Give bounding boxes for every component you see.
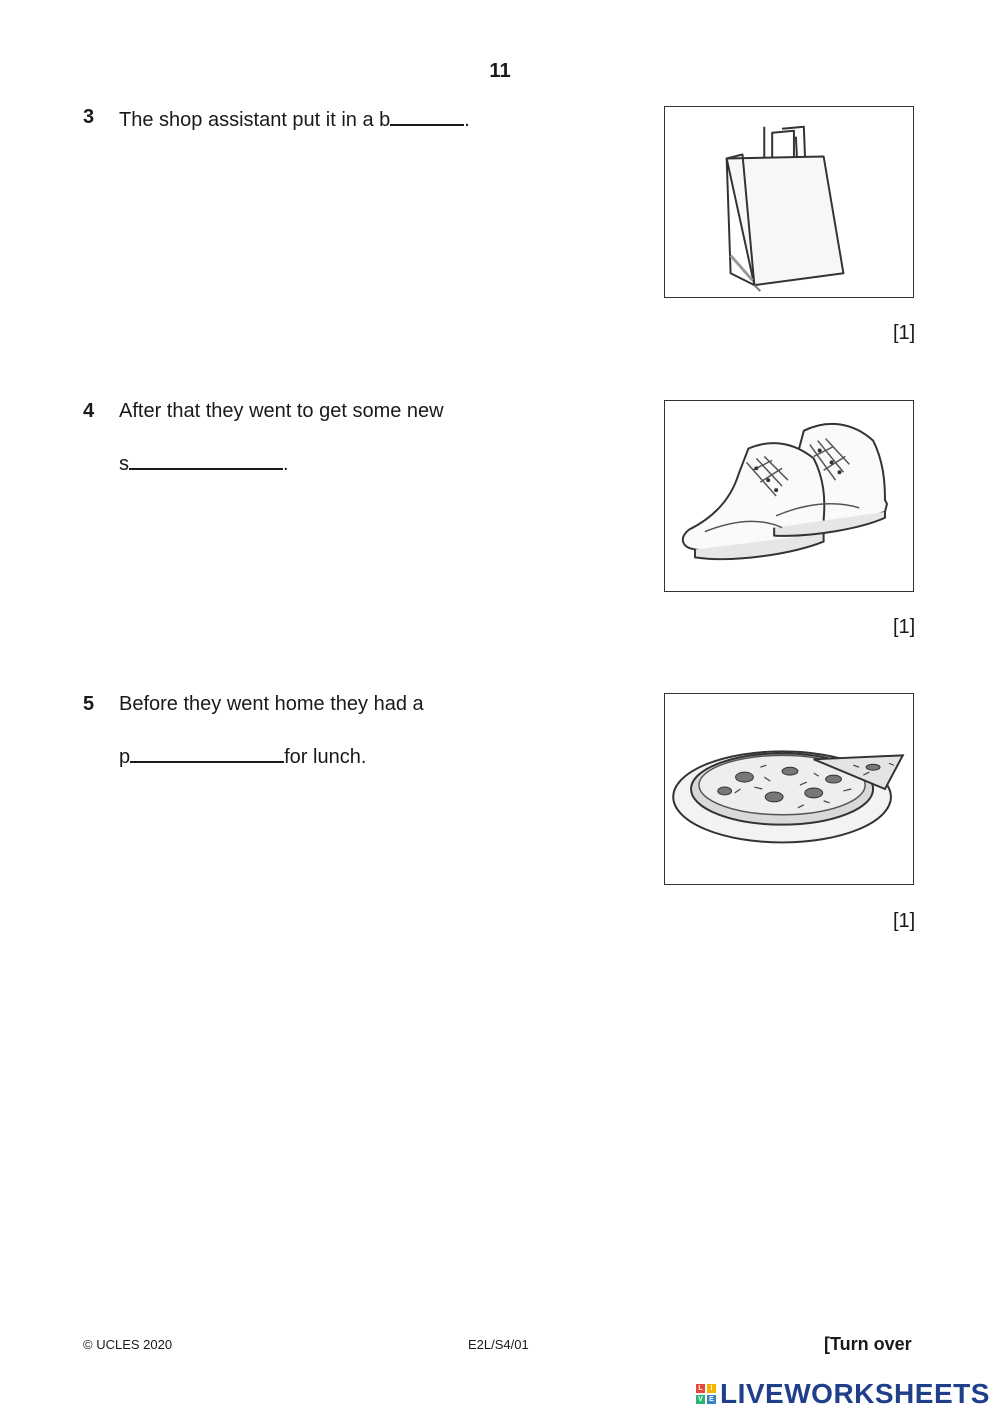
shopping-bag-icon xyxy=(665,107,913,297)
logo-letter-e: E xyxy=(707,1395,716,1404)
question-4-mark: [1] xyxy=(893,616,916,638)
question-4-number: 4 xyxy=(83,400,95,422)
liveworksheets-text: LIVEWORKSHEETS xyxy=(720,1378,990,1409)
question-4-end: . xyxy=(283,453,289,475)
liveworksheets-logo-icon xyxy=(696,1384,716,1404)
pizza-icon xyxy=(665,694,913,884)
question-5-line2 xyxy=(119,743,366,769)
question-5-end: for lunch. xyxy=(284,746,367,768)
shoes-image xyxy=(664,400,914,592)
question-3-text xyxy=(119,106,470,132)
question-4-line1: After that they went to get some new xyxy=(119,400,444,422)
page-number: 11 xyxy=(489,60,511,82)
question-5-number: 5 xyxy=(83,693,95,715)
logo-letter-l: L xyxy=(696,1384,705,1393)
question-3-mark: [1] xyxy=(893,322,916,344)
question-4-line2 xyxy=(119,450,289,476)
shoes-icon xyxy=(665,401,913,591)
question-5-mark: [1] xyxy=(893,910,916,932)
footer-code: E2L/S4/01 xyxy=(468,1337,529,1352)
question-5-letter: p xyxy=(119,746,131,768)
answer-blank-pizza[interactable] xyxy=(130,743,284,763)
logo-letter-v: V xyxy=(696,1395,705,1404)
footer-copyright: © UCLES 2020 xyxy=(83,1337,173,1352)
question-3-number: 3 xyxy=(83,106,95,128)
question-3-end: . xyxy=(464,109,470,131)
liveworksheets-branding xyxy=(696,1380,990,1408)
logo-letter-i: I xyxy=(707,1384,716,1393)
bag-image xyxy=(664,106,914,298)
question-3-prompt: The shop assistant put it in a b xyxy=(119,109,391,131)
pizza-image xyxy=(664,693,914,885)
answer-blank-bag[interactable] xyxy=(390,106,464,126)
question-5-line1: Before they went home they had a xyxy=(119,693,424,715)
turn-over: [Turn over xyxy=(824,1334,912,1354)
answer-blank-shoes[interactable] xyxy=(129,450,283,470)
question-4-letter: s xyxy=(119,453,129,475)
